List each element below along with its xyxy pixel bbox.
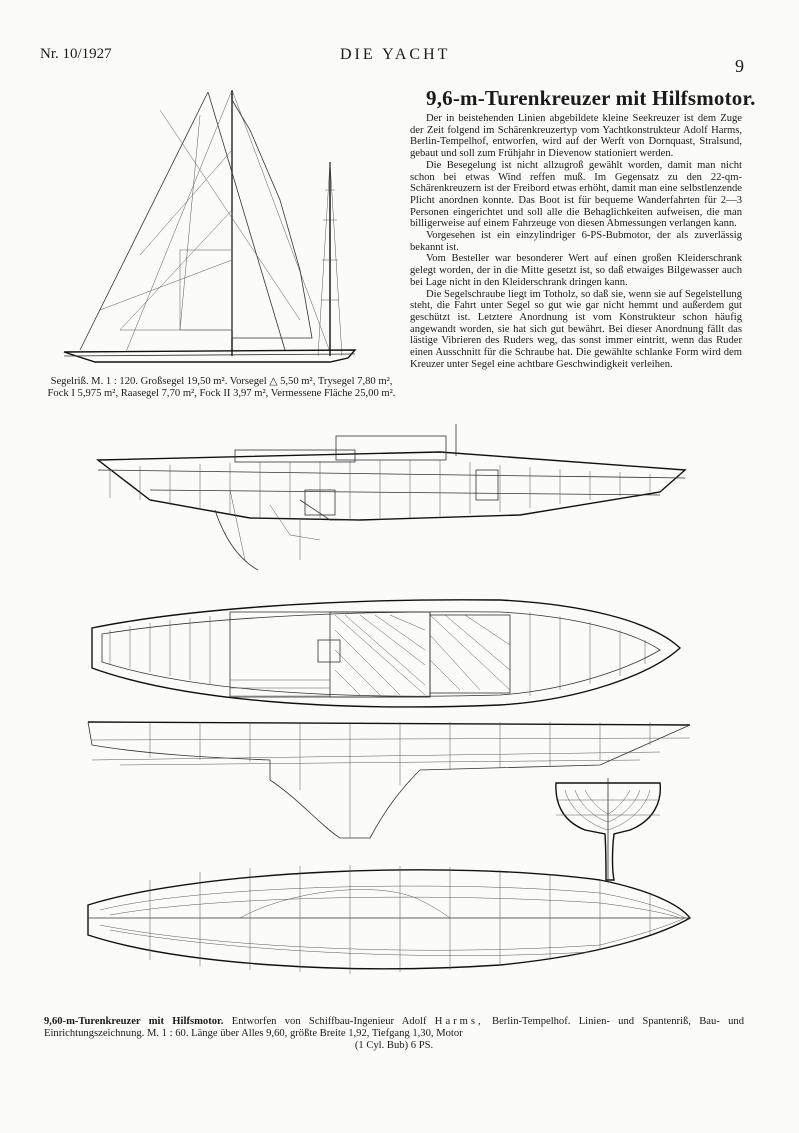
magazine-title: DIE YACHT xyxy=(340,46,451,63)
plans-caption xyxy=(44,1016,744,1051)
issue-number: Nr. 10/1927 xyxy=(40,46,112,62)
article-paragraph: Der in beistehenden Linien abgebildete kleine Seekreuzer ist dem Zuge der Zeit folgend im Schärenkreuzertyp vom Yachtkonstrukteur Adolf Harms, Berlin-Tempelhof, entworfen, wird auf der Werft von Dornquast, Stralsund, gebaut und soll zum Frühjahr in Dievenow stationiert werden. xyxy=(410,113,742,160)
page-number: 9 xyxy=(735,56,744,76)
article-paragraph: Vorgesehen ist ein einzylindriger 6-PS-Bubmotor, der als zuverlässig bekannt ist. xyxy=(410,230,742,253)
plans-caption-last-line: (1 Cyl. Bub) 6 PS. xyxy=(354,1039,434,1051)
article-paragraph: Die Besegelung ist nicht allzugroß gewählt worden, damit man nicht schon bei etwas Wind reffen muß. Im Gegensatz zu den 22-qm-Schärenkreuzern ist der Freibord etwas erhöht, damit man eine selbstlenzende Plicht anordnen konnte. Das Boot ist für bequeme Wanderfahrten für 2—3 Personen eingerichtet und soll alle die Behaglichkeiten aufweisen, die man billigerweise auf einem Fahrzeuge von diesen Abmessungen verlangen kann. xyxy=(410,159,742,230)
plans-caption-text: Berlin-Tempelhof. Linien- und Spantenriß, Bau- und Einrichtungszeichnung. M. 1 : 60. Länge über Alles 9,60, größte Breite 1,92, Tiefgang 1,30, Motor xyxy=(44,1016,745,1039)
article-title: 9,6-m-Turenkreuzer mit Hilfsmotor. xyxy=(426,86,756,110)
plans-caption-title: 9,60-m-Turenkreuzer mit Hilfsmotor. xyxy=(44,1016,224,1027)
sail-plan-caption: Segelriß. M. 1 : 120. Großsegel 19,50 m². Vorsegel △ 5,50 m², Trysegel 7,80 m², Fock I 5,975 m², Raasegel 7,70 m², Fock II 3,97 m², Vermessene Fläche 25,00 m². xyxy=(47,376,396,399)
designer-name: Harms, xyxy=(434,1016,484,1027)
article-paragraph: Die Segelschraube liegt im Totholz, so daß sie, wenn sie auf Segelstellung steht, die Fahrt unter Segel so gut wie gar nicht hemmt und außerdem gut geschützt ist. Letztere Anordnung ist vom Konstrukteur schon häufig angewandt worden, sie hat sich gut bewährt. Bei dieser Anordnung fällt das lästige Vibrieren des Ruders weg, das sonst immer eintritt, wenn das Ruder einen Ausschnitt für die Schraube hat. Die gewählte schlanke Form wird dem Kreuzer unter Segel eine achtbare Geschwindigkeit verleihen. xyxy=(410,288,742,370)
article-paragraph: Vom Besteller war besonderer Wert auf einen großen Kleiderschrank gelegt worden, der in die Mitte gesetzt ist, so daß etwaiges Bilgewasser auch bei Lage nicht in den Kleiderschrank dringen kann. xyxy=(410,253,742,288)
plans-caption-text: Entworfen von Schiffbau-Ingenieur Adolf xyxy=(231,1016,427,1027)
